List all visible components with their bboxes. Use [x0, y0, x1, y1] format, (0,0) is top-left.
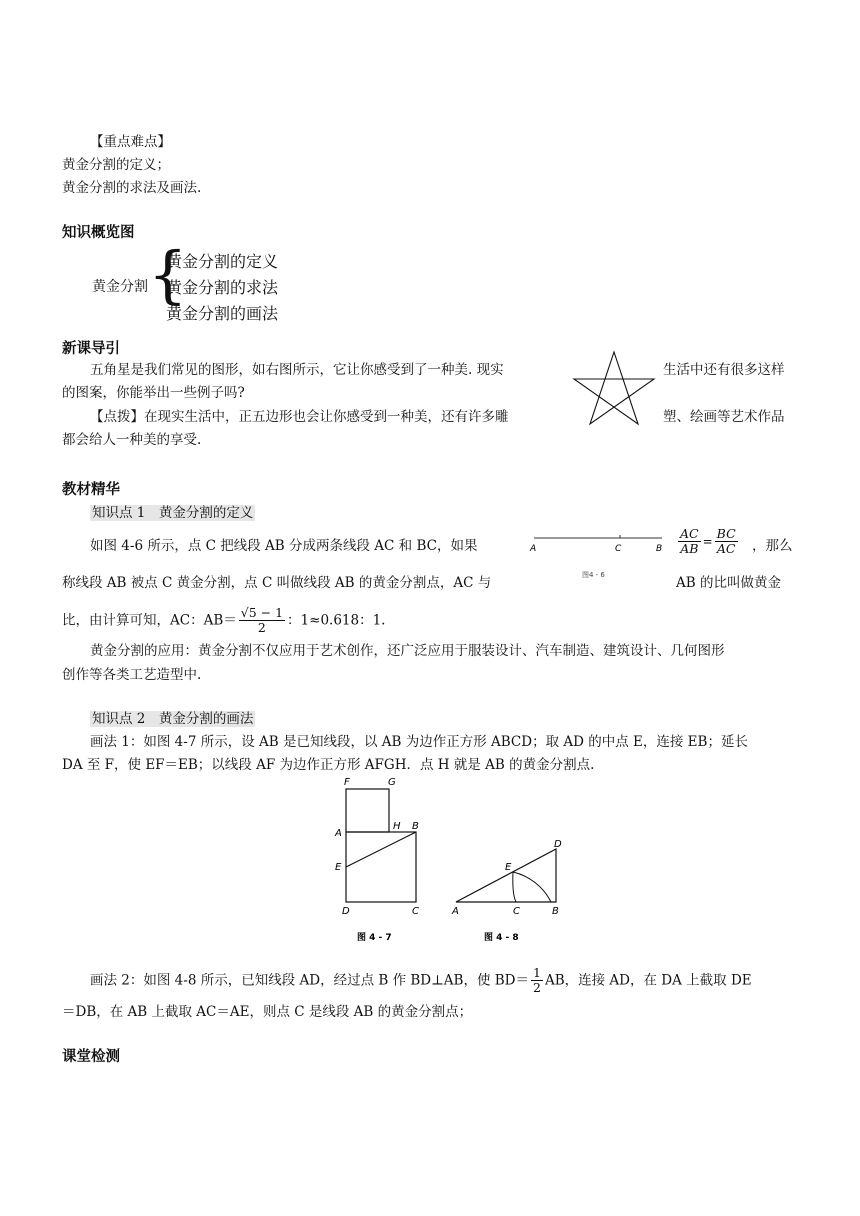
kp1-paragraph-2a: 称线段 AB 被点 C 黄金分割，点 C 叫做线段 AB 的黄金分割点，AC 与 [62, 575, 492, 591]
overview-item-2: 黄金分割的求法 [166, 278, 279, 297]
fig48-label-a: A [452, 906, 459, 917]
golden-ratio-equation: $\frac{AC}{AB}$ = $\frac{BC}{AC}$ [680, 526, 736, 557]
intro-heading: 新课导引 [62, 341, 120, 357]
method-1-line-2: DA 至 F，使 EF＝EB；以线段 AF 为边作正方形 AFGH．点 H 就是 AB 的黄金分割点. [62, 757, 595, 773]
pentagram-figure [568, 348, 660, 430]
fig48-caption: 图 4 - 8 [484, 933, 519, 943]
arc-ac [513, 872, 516, 902]
check-heading: 课堂检测 [62, 1049, 120, 1065]
ratio-denominator: 2 [257, 620, 266, 636]
method-1-line-1: 画法 1：如图 4-7 所示，设 AB 是已知线段，以 AB 为边作正方形 ABCD；取 AD 的中点 E，连接 EB；延长 [90, 734, 748, 750]
intro-line-4: 都会给人一种美的享受. [62, 432, 202, 448]
frac-ac: AC [680, 526, 699, 541]
intro-line-2: 的图案，你能举出一些例子吗? [62, 385, 245, 401]
fig47-label-e: E [335, 862, 342, 873]
overview-item-3: 黄金分割的画法 [166, 304, 279, 323]
fig47-label-f: F [344, 777, 350, 788]
fig47-label-c: C [412, 906, 419, 917]
kp1-paragraph-3 [62, 606, 385, 636]
square-afgh [346, 789, 389, 832]
fig48-label-c: C [513, 906, 520, 917]
overview-brace: { [148, 238, 188, 311]
ratio-text-a: 比，由计算可知，AC：AB＝ [62, 612, 237, 629]
fig47-label-g: G [388, 777, 396, 788]
segment-eb [346, 832, 416, 867]
tip-text: 在现实生活中，正五边形也会让你感受到一种美，还有许多雕 [144, 409, 509, 425]
overview-item-1: 黄金分割的定义 [166, 252, 279, 271]
intro-line-1a: 五角星是我们常见的图形，如右图所示，它让你感受到了一种美. 现实 [90, 362, 504, 378]
figure-4-8 [446, 832, 581, 950]
knowledge-point-2-title: 知识点 2 黄金分割的画法 [92, 711, 254, 727]
ratio-numerator: √5 − 1 [240, 605, 284, 620]
fig48-label-e: E [505, 862, 512, 873]
ratio-text-b: ：1≈0.618：1. [287, 612, 386, 629]
fig46-label-b: B [656, 544, 663, 554]
tip-label: 【点拨】 [90, 409, 144, 425]
fig48-label-b: B [552, 906, 559, 917]
frac-bc: BC [716, 526, 736, 541]
kp1-application-1: 黄金分割的应用：黄金分割不仅应用于艺术创作，还广泛应用于服装设计、汽车制造、建筑设计、几何图形 [90, 643, 725, 659]
kp1-paragraph-2b: AB 的比叫做黄金 [676, 575, 781, 591]
figure-4-7 [330, 772, 440, 950]
fig47-label-d: D [342, 906, 350, 917]
half-numerator: 1 [533, 965, 541, 980]
arc-de [513, 872, 551, 902]
intro-line-3 [90, 409, 509, 425]
triangle-abd [456, 849, 556, 902]
pentagram-star [574, 352, 654, 424]
method-2-line-1 [90, 966, 752, 996]
key-point-2: 黄金分割的求法及画法. [62, 180, 202, 196]
method-2-text-a: 画法 2：如图 4-8 所示，已知线段 AD，经过点 B 作 BD⊥AB，使 BD＝ [90, 972, 530, 989]
method-2-line-2: ＝DB，在 AB 上截取 AC＝AE，则点 C 是线段 AB 的黄金分割点； [62, 1004, 473, 1020]
fig46-label-c: C [615, 544, 622, 554]
overview-heading: 知识概览图 [62, 225, 135, 241]
overview-root: 黄金分割 [92, 279, 148, 295]
key-points-heading: 【重点难点】 [90, 134, 171, 150]
kp1-paragraph-1b: ，那么 [752, 538, 793, 554]
frac-ac2: AC [716, 541, 736, 557]
key-point-1: 黄金分割的定义； [62, 157, 170, 173]
square-abcd [346, 832, 416, 902]
fig46-caption: 图4 - 6 [582, 571, 605, 579]
fig46-label-a: A [530, 544, 537, 554]
fig47-label-b: B [412, 821, 419, 832]
half-denominator: 2 [533, 980, 541, 996]
fig47-label-h: H [393, 821, 401, 832]
intro-line-3b: 塑、绘画等艺术作品 [663, 409, 785, 425]
fig47-label-a: A [335, 828, 342, 839]
fig47-caption: 图 4 - 7 [357, 933, 392, 943]
kp1-application-2: 创作等各类工艺造型中. [62, 667, 202, 683]
essence-heading: 教材精华 [62, 482, 120, 498]
frac-ab: AB [680, 541, 699, 557]
kp1-paragraph-1a: 如图 4-6 所示，点 C 把线段 AB 分成两条线段 AC 和 BC，如果 [90, 538, 478, 554]
intro-line-1b: 生活中还有很多这样 [663, 362, 785, 378]
figure-4-6 [528, 527, 668, 583]
fig48-label-d: D [554, 839, 562, 850]
knowledge-point-1-title: 知识点 1 黄金分割的定义 [92, 505, 254, 521]
method-2-text-b: AB，连接 AD，在 DA 上截取 DE [544, 972, 752, 989]
